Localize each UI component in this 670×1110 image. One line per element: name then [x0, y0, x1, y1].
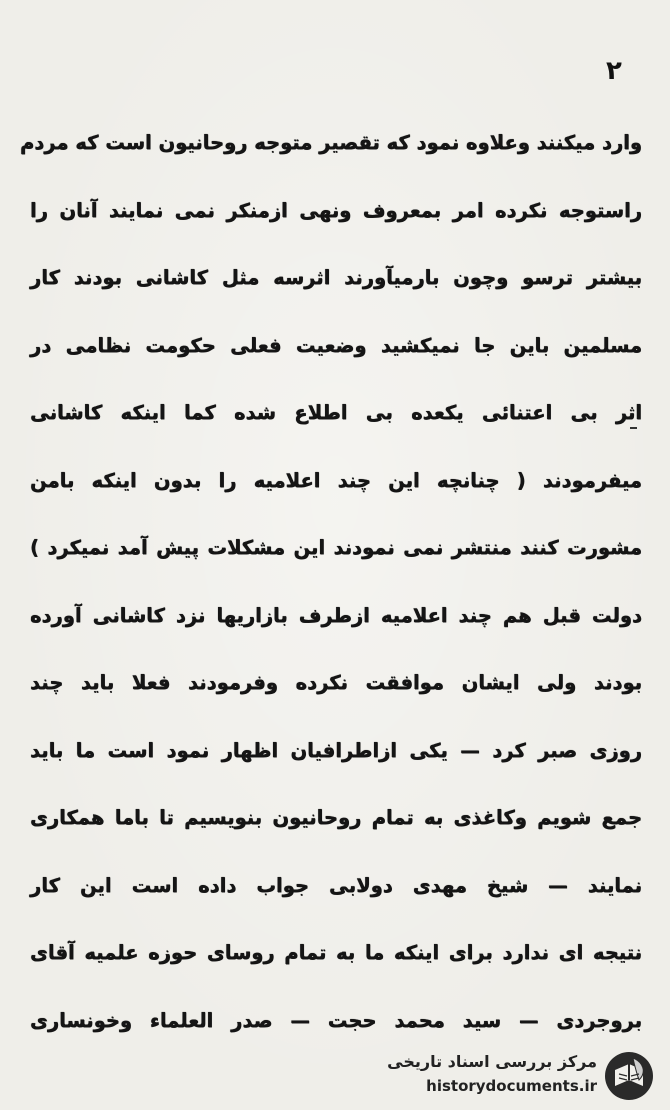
text-line: مشورت کنند منتشر نمی نمودند این مشکلات پیش آمد نمیکرد ) [30, 536, 642, 559]
text-line: بیشتر ترسو وچون بارمیآورند اثرسه مثل کاشانی بودند کار [30, 266, 642, 289]
document-body [19, 118, 642, 1063]
text-line: اثر بی اعتنائی یکعده بی اطلاع شده کما اینکه کاشانی [30, 401, 642, 424]
page-number: ۲ [606, 56, 622, 86]
text-line: وارد میکنند وعلاوه نمود که تقصیر متوجه روحانیون است که مردم [19, 131, 642, 154]
book-feather-icon [603, 1050, 655, 1102]
text-line: جمع شویم وکاغذی به تمام روحانیون بنویسیم تا باما همکاری [30, 806, 642, 829]
watermark [387, 1050, 663, 1106]
text-line: دولت قبل هم چند اعلامیه ازطرف بازاریها نزد کاشانی آورده [30, 603, 642, 627]
text-line: راستوجه نکرده امر بمعروف ونهی ازمنکر نمی نمایند آنان را [30, 198, 642, 222]
watermark-title: مرکز بررسی اسناد تاریخی [387, 1052, 597, 1071]
text-line: مسلمین باین جا نمیکشید وضعیت فعلی حکومت نظامی در [30, 333, 642, 357]
watermark-url: historydocuments.ir [426, 1077, 597, 1095]
text-line: نتیجه ای ندارد برای اینکه ما به تمام روسای حوزه علمیه آقای [30, 941, 642, 964]
text-line: بودند ولی ایشان موافقت نکرده وفرمودند فعلا باید چند [30, 671, 642, 694]
text-line: روزی صبر کرد — یکی ازاطرافیان اظهار نمود است ما باید [30, 738, 642, 762]
text-line: میفرمودند ( چنانچه این چند اعلامیه را بدون اینکه بامن [30, 468, 642, 492]
text-line: بروجردی — سید محمد حجت — صدر العلماء وخونساری [30, 1008, 642, 1032]
text-line: نمایند — شیخ مهدی دولابی جواب داده است این کار [30, 873, 642, 897]
